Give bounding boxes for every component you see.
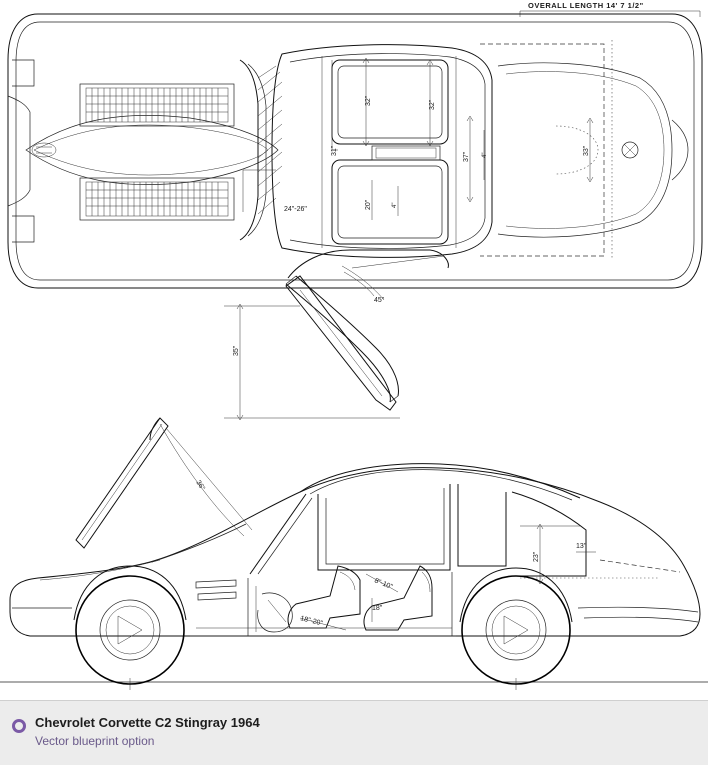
windshield-hatch bbox=[258, 66, 282, 214]
header-note-group bbox=[520, 1, 700, 17]
dim-top-24-26 bbox=[243, 170, 307, 213]
hood-open bbox=[76, 418, 168, 548]
body-outline bbox=[8, 14, 702, 288]
tail-emblem-cross bbox=[624, 144, 636, 156]
dim-label-d11: 35" bbox=[233, 345, 240, 356]
dim-label-d3: 31" bbox=[331, 145, 338, 156]
quarter-window bbox=[458, 484, 506, 566]
side-view bbox=[0, 418, 708, 690]
seat-side-rear bbox=[364, 566, 432, 630]
top-view bbox=[8, 14, 702, 420]
roof-outline bbox=[272, 45, 492, 258]
a-pillar bbox=[250, 494, 306, 574]
blueprint-subtitle[interactable]: Vector blueprint option bbox=[35, 734, 155, 749]
roofline-inner bbox=[310, 470, 572, 500]
dim-label-d5: 4" bbox=[482, 152, 488, 158]
caption-bar bbox=[0, 700, 708, 765]
steering-wheel-side bbox=[258, 593, 293, 632]
rear-deck-dash bbox=[600, 560, 680, 572]
dim-label-d2: 32" bbox=[429, 99, 436, 110]
hood-bulge-upper bbox=[34, 125, 268, 150]
dim-label-d9: 4" bbox=[392, 202, 398, 208]
dim-side-36 bbox=[160, 424, 252, 536]
dim-label-s5: 18"-20" bbox=[299, 615, 324, 628]
door-window bbox=[318, 484, 450, 570]
fender-vent-1 bbox=[196, 580, 236, 588]
nose-edge bbox=[8, 96, 30, 206]
dim-top-4b bbox=[392, 186, 398, 216]
dim-label-s2: 23" bbox=[533, 551, 540, 562]
side-body-outline bbox=[10, 468, 700, 636]
dim-label-d10: 45" bbox=[374, 297, 385, 304]
dim-side-23 bbox=[520, 524, 580, 584]
center-console bbox=[372, 146, 440, 160]
dim-label-d1: 32" bbox=[365, 95, 372, 106]
rear-bumper-line bbox=[584, 617, 698, 622]
blueprint-title: Chevrolet Corvette C2 Stingray 1964 bbox=[35, 715, 260, 730]
nose-emblem bbox=[32, 143, 56, 157]
dim-top-32a bbox=[363, 58, 372, 146]
seat-right bbox=[332, 160, 448, 244]
front-wheel bbox=[74, 566, 186, 684]
dim-top-33 bbox=[583, 118, 593, 182]
hood-bulge-lower bbox=[34, 150, 268, 175]
rear-wheel bbox=[460, 568, 572, 684]
hood-vent-upper bbox=[80, 84, 234, 126]
fender-vent-2 bbox=[198, 592, 236, 600]
seat-side-front bbox=[288, 566, 360, 628]
caption-texts bbox=[35, 715, 260, 749]
dim-top-20 bbox=[365, 180, 372, 220]
dim-label-s6: 13" bbox=[576, 543, 587, 550]
dim-top-37 bbox=[463, 116, 473, 202]
dim-side-8-10 bbox=[366, 574, 398, 592]
rear-lower-line bbox=[578, 607, 698, 612]
dim-label-s4: 18" bbox=[372, 605, 383, 612]
dim-top-35 bbox=[224, 304, 400, 420]
dim-top-32b bbox=[427, 60, 436, 146]
steering-column-group bbox=[286, 250, 448, 402]
wheelbase-ticks bbox=[130, 678, 516, 690]
cowl-line-2 bbox=[248, 64, 266, 236]
cowl-line bbox=[240, 60, 258, 240]
tail-panel bbox=[672, 120, 688, 180]
dim-label-s3: 8"-10" bbox=[373, 577, 394, 591]
rear-wheel-arc-dot bbox=[556, 126, 598, 174]
front-left-lamp bbox=[12, 60, 34, 86]
overall-length-note: OVERALL LENGTH 14' 7 1/2" bbox=[528, 1, 644, 10]
dim-label-d4: 37" bbox=[463, 151, 470, 162]
steering-shroud bbox=[288, 250, 448, 278]
steering-column-crease bbox=[342, 266, 384, 300]
radio-selected-icon[interactable] bbox=[12, 719, 26, 733]
roofline bbox=[300, 464, 580, 498]
dim-side-18 bbox=[372, 598, 383, 622]
front-right-lamp bbox=[12, 216, 34, 242]
rear-pillar bbox=[512, 492, 586, 576]
dim-label-s1: 36" bbox=[194, 479, 206, 492]
door-window-inner bbox=[326, 488, 444, 564]
dim-label-d7: 24"-26" bbox=[284, 206, 307, 213]
dim-label-d8: 20" bbox=[365, 199, 372, 210]
dim-label-d6: 33" bbox=[583, 145, 590, 156]
body-outline-inner bbox=[16, 22, 694, 280]
